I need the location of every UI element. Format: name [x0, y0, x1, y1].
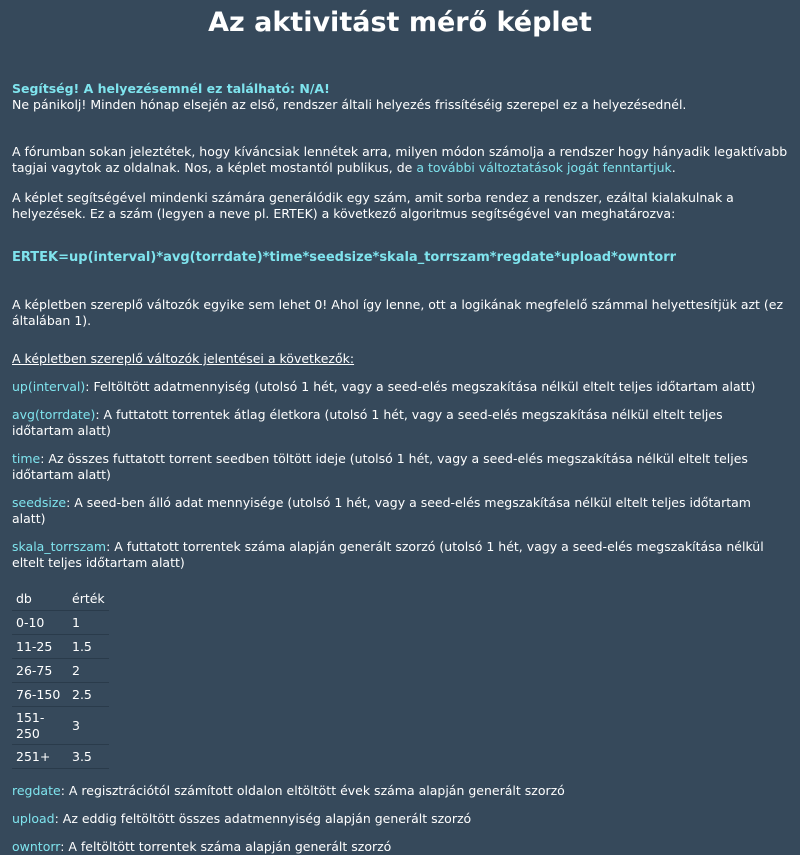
table-row: [12, 745, 109, 769]
formula: ERTEK=up(interval)*avg(torrdate)*time*seedsize*skala_torrszam*regdate*upload*owntorr: [12, 250, 677, 265]
table-row: [12, 635, 109, 659]
table-cell: 3.5: [68, 745, 109, 769]
scale-table: [12, 587, 109, 769]
variable-skala: [12, 539, 788, 571]
variable-time: [12, 451, 788, 483]
variable-regdate: [12, 783, 788, 799]
help-heading: Segítség! A helyezésemnél ez található: N/A!: [12, 81, 330, 96]
variable-name: avg(torrdate): [12, 407, 96, 422]
table-cell: 151-250: [12, 707, 68, 745]
variable-name: owntorr: [12, 839, 61, 854]
note-paragraph: A képletben szereplő változók egyike sem lehet 0! Ahol így lenne, ott a logikának megfelelő számmal helyettesítjük azt (ez általában 1).: [12, 297, 784, 328]
intro-paragraph: [12, 144, 788, 176]
variable-desc: : A futtatott torrentek száma alapján generált szorzó (utolsó 1 hét, vagy a seed-elés megszakítása nélkül eltelt teljes időtartam alatt): [12, 539, 764, 570]
table-row: [12, 659, 109, 683]
variable-desc: : A futtatott torrentek átlag életkora (utolsó 1 hét, vagy a seed-elés megszakítása nélkül eltelt teljes időtartam alatt): [12, 407, 723, 438]
variable-name: seedsize: [12, 495, 67, 510]
table-header-row: [12, 587, 109, 611]
variable-name: upload: [12, 811, 55, 826]
variable-name: time: [12, 451, 41, 466]
intro-text-end: .: [671, 160, 676, 175]
explain-paragraph: A képlet segítségével mindenki számára generálódik egy szám, amit sorba rendez a rendszer, ezáltal kialakulnak a helyezések. Ez a szám (legyen a neve pl. ERTEK) a következő algoritmus segítségével van meghatározva:: [12, 190, 734, 221]
variable-desc: : Feltöltött adatmennyiség (utolsó 1 hét, vagy a seed-elés megszakítása nélkül eltelt teljes időtartam alatt): [85, 379, 756, 394]
column-header: érték: [68, 587, 109, 611]
variable-desc: : A regisztrációtól számított oldalon eltöltött évek száma alapján generált szorzó: [60, 783, 565, 798]
page-title: Az aktivitást mérő képlet: [208, 7, 592, 38]
table-row: [12, 611, 109, 635]
variable-desc: : Az összes futtatott torrent seedben töltött ideje (utolsó 1 hét, vagy a seed-elés megszakítása nélkül eltelt teljes időtartam alatt): [12, 451, 748, 482]
variable-name: skala_torrszam: [12, 539, 107, 554]
rights-reserved-link[interactable]: a további változtatások jogát fenntartjuk: [416, 160, 672, 175]
table-cell: 11-25: [12, 635, 68, 659]
variable-name: up(interval): [12, 379, 86, 394]
variables-heading: A képletben szereplő változók jelentései a következők:: [12, 351, 355, 366]
table-cell: 76-150: [12, 683, 68, 707]
help-notice: [12, 81, 788, 113]
variable-name: regdate: [12, 783, 61, 798]
variable-desc: : Az eddig feltöltött összes adatmennyiség alapján generált szorzó: [54, 811, 472, 826]
variable-upload: [12, 811, 788, 827]
table-cell: 26-75: [12, 659, 68, 683]
table-cell: 3: [68, 707, 109, 745]
table-cell: 2.5: [68, 683, 109, 707]
table-row: [12, 683, 109, 707]
variable-desc: : A feltöltött torrentek száma alapján generált szorzó: [60, 839, 392, 854]
variable-up: [12, 379, 788, 395]
help-text: Ne pánikolj! Minden hónap elsején az első, rendszer általi helyezés frissítéséig szerepel ez a helyezésednél.: [12, 97, 687, 112]
table-cell: 1: [68, 611, 109, 635]
variable-desc: : A seed-ben álló adat mennyisége (utolsó 1 hét, vagy a seed-elés megszakítása nélkül eltelt teljes időtartam alatt): [12, 495, 751, 526]
column-header: db: [12, 587, 68, 611]
variable-owntorr: [12, 839, 788, 855]
table-cell: 1.5: [68, 635, 109, 659]
table-cell: 0-10: [12, 611, 68, 635]
variable-avg: [12, 407, 788, 439]
variable-seedsize: [12, 495, 788, 527]
intro-text: A fórumban sokan jeleztétek, hogy kíváncsiak lennétek arra, milyen módon számolja a rendszer hogy hányadik legaktívabb tagjai vagytok az oldalnak. Nos, a képlet mostantól publikus, de: [12, 144, 788, 175]
table-cell: 2: [68, 659, 109, 683]
main-content: [12, 81, 788, 855]
table-row: [12, 707, 109, 745]
table-cell: 251+: [12, 745, 68, 769]
